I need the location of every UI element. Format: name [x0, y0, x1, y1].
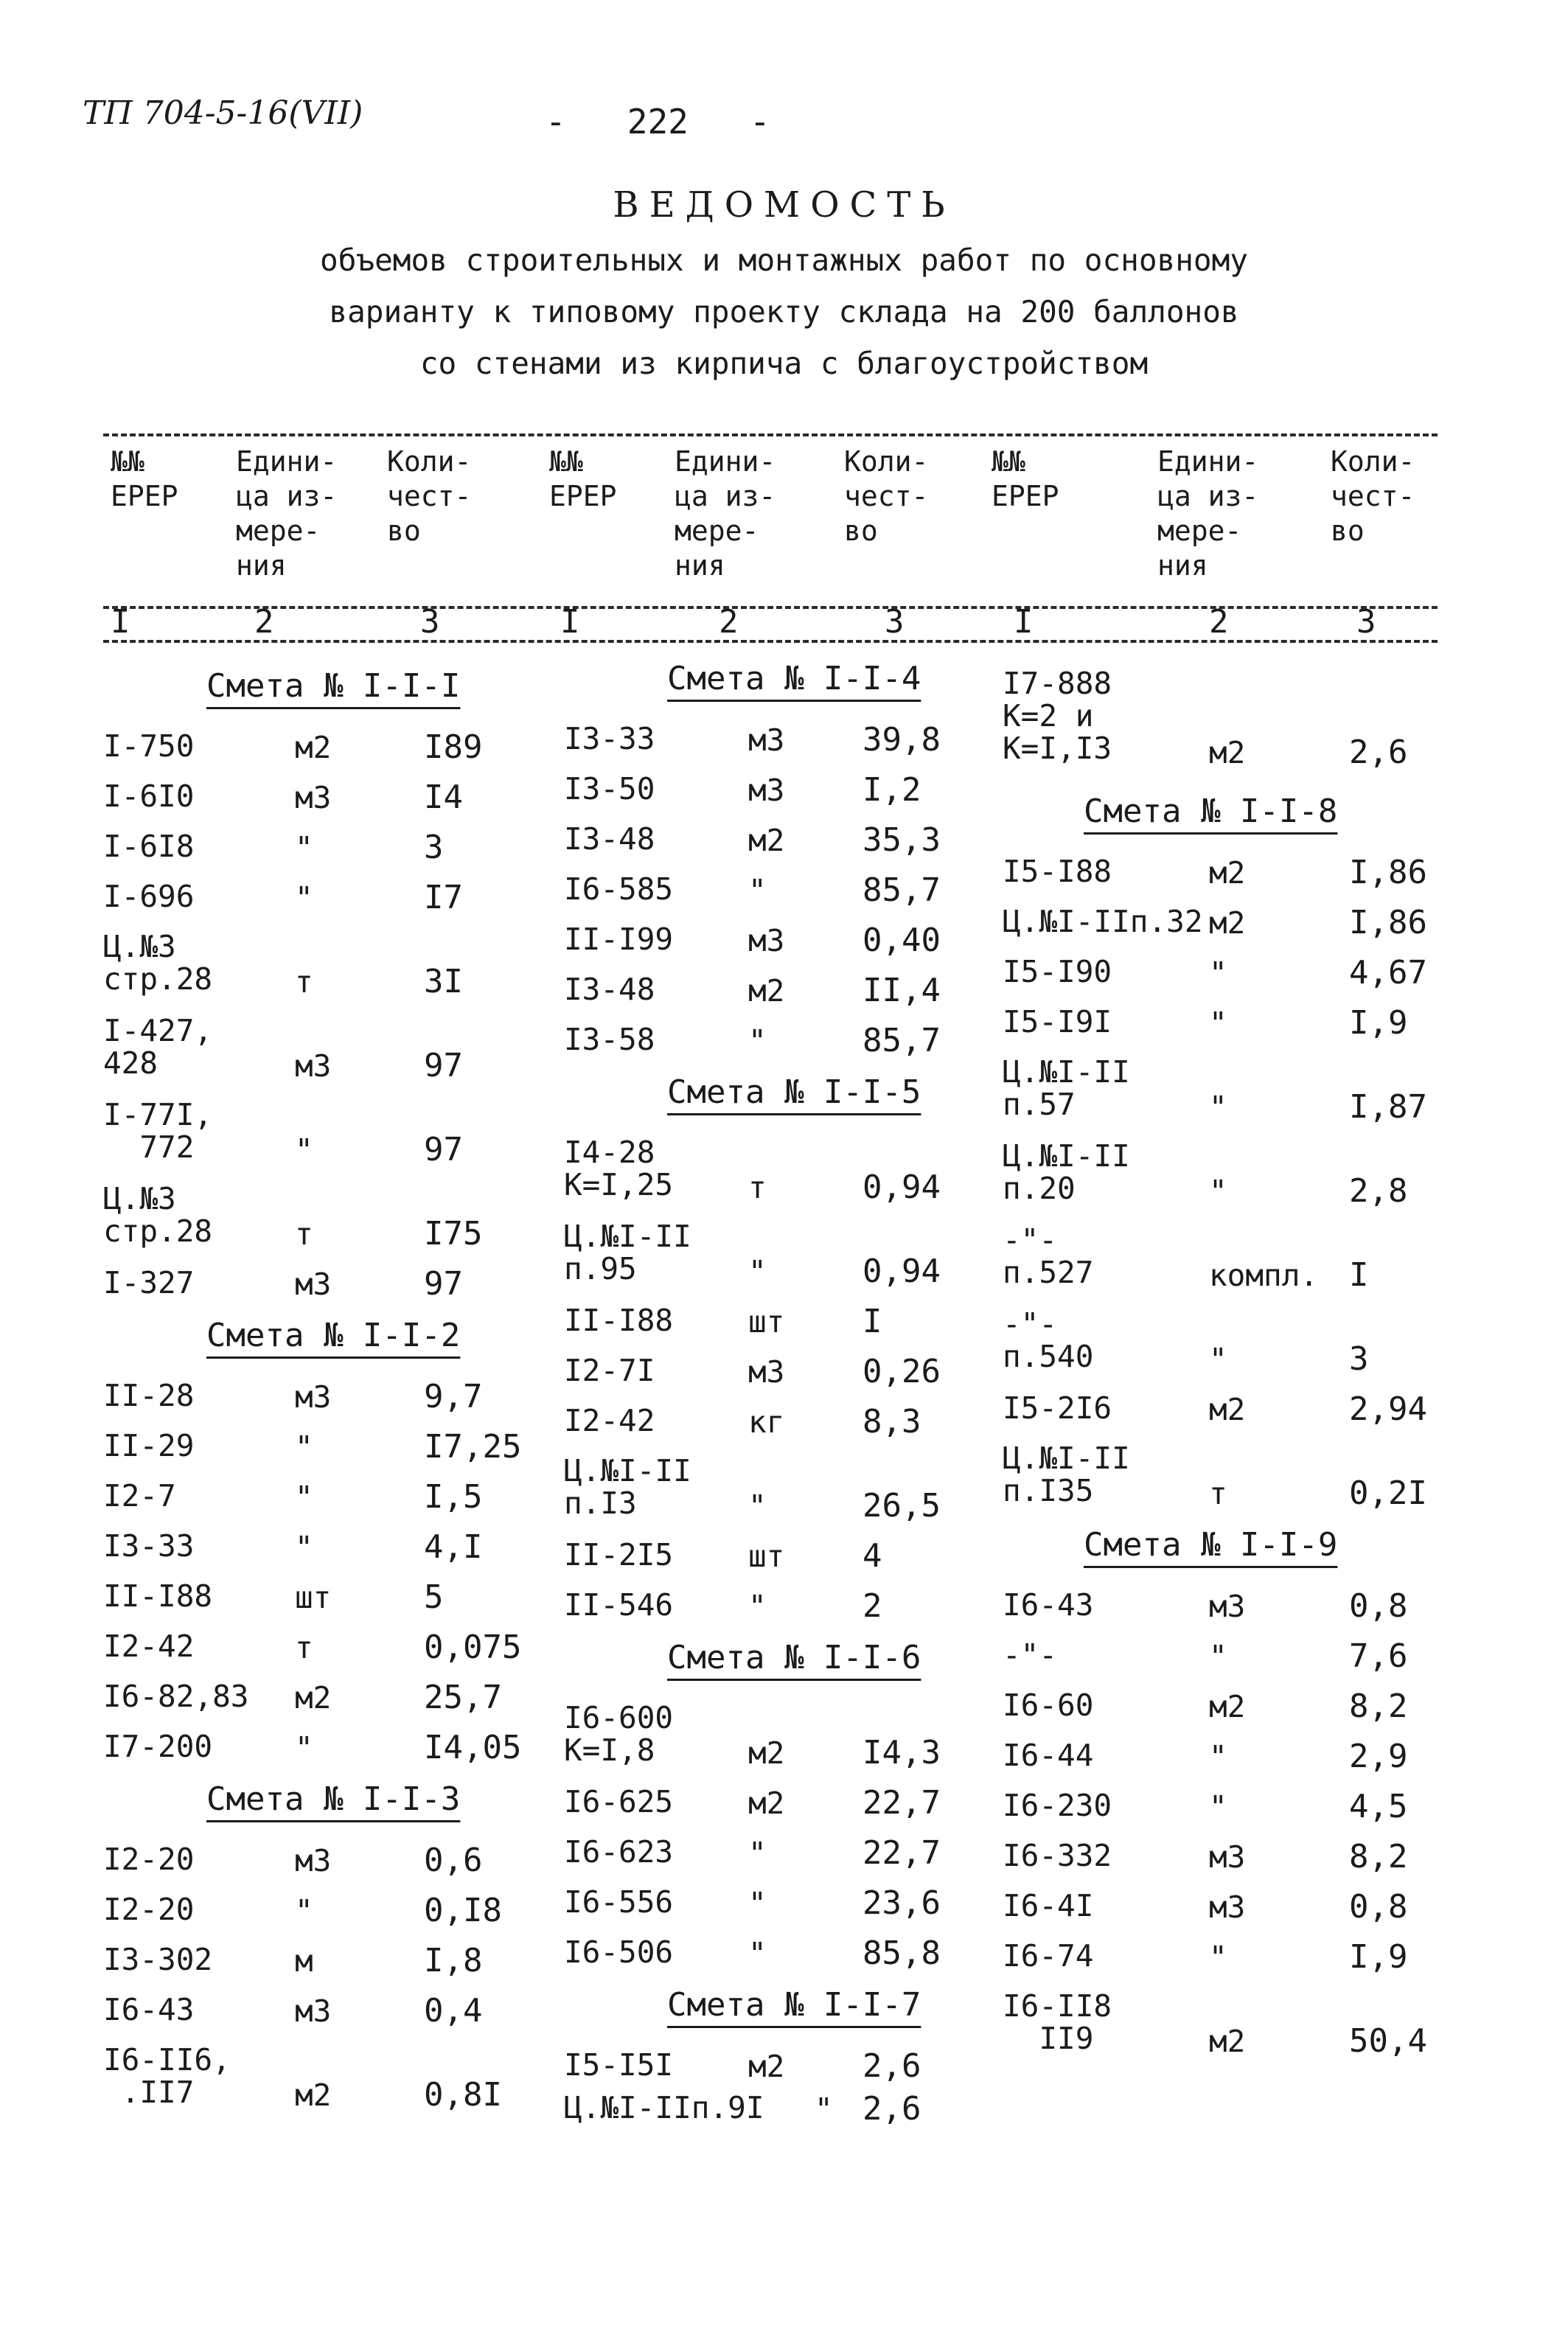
row-quantity: I: [1349, 1256, 1369, 1294]
row-unit: ": [1209, 955, 1227, 991]
header-mid-rule: [103, 606, 1438, 609]
row-unit: т: [295, 964, 313, 1000]
row-unit: ": [748, 1023, 767, 1059]
row-code: I6-43: [103, 1992, 195, 2027]
row-unit: м2: [295, 730, 332, 765]
row-quantity: 0,26: [863, 1353, 941, 1390]
row-quantity: 0,40: [863, 922, 941, 959]
section-title: Смета № I-I-5: [667, 1073, 921, 1111]
row-code: I6-625: [564, 1784, 674, 1819]
row-code: I2-7I: [564, 1353, 655, 1388]
row-unit: м3: [748, 1354, 785, 1390]
row-quantity: 2,6: [1349, 734, 1408, 771]
row-unit: т: [295, 1216, 313, 1252]
section-title: Смета № I-I-7: [667, 1986, 921, 2024]
section-title: Смета № I-I-I: [206, 667, 461, 705]
row-code: I6-4I: [1003, 1888, 1094, 1923]
row-code: I6-II6, .II7: [103, 2042, 231, 2110]
header-unit: Едини- ца из- мере- ния: [675, 445, 776, 582]
row-code: I5-I90: [1003, 954, 1112, 989]
row-unit: ": [295, 1893, 313, 1929]
header-unit: Едини- ца из- мере- ния: [1157, 445, 1259, 582]
row-quantity: I75: [424, 1215, 483, 1253]
header-bottom-rule: [103, 640, 1438, 643]
page-number-value: 222: [627, 102, 689, 142]
row-unit: м: [295, 1943, 313, 1979]
column-number: I: [1014, 603, 1034, 641]
row-quantity: 26,5: [863, 1487, 941, 1525]
row-code: I6-623: [564, 1834, 674, 1870]
header-top-rule: [103, 433, 1438, 436]
row-code: I5-2I6: [1003, 1390, 1112, 1426]
row-code: I3-48: [564, 821, 655, 857]
row-quantity: 2,94: [1349, 1390, 1427, 1428]
row-unit: м3: [295, 780, 332, 815]
row-quantity: 2,6: [863, 2090, 921, 2128]
row-unit: м2: [1209, 2024, 1246, 2059]
header-code: №№ ЕРЕР: [111, 445, 178, 512]
row-code: Ц.№I-II п.I35: [1003, 1441, 1130, 1508]
row-quantity: 0,075: [424, 1629, 522, 1666]
row-quantity: I,5: [424, 1478, 483, 1516]
row-code: II-I99: [564, 922, 674, 957]
column-number: I: [560, 603, 580, 641]
row-unit: м2: [748, 973, 785, 1009]
row-unit: ": [1209, 1940, 1227, 1975]
row-unit: ": [295, 1730, 313, 1766]
row-quantity: 0,94: [863, 1168, 941, 1206]
row-unit: т: [1209, 1476, 1227, 1511]
row-quantity: 8,3: [863, 1403, 921, 1441]
row-quantity: 3I: [424, 963, 463, 1000]
row-code: -"- п.540: [1003, 1306, 1094, 1374]
section-title: Смета № I-I-2: [206, 1317, 461, 1354]
row-unit: ": [815, 2091, 833, 2127]
row-quantity: 0,8: [1349, 1888, 1408, 1926]
header-unit: Едини- ца из- мере- ния: [236, 445, 338, 582]
document-code: ТП 704-5-16(VII): [83, 94, 363, 132]
row-unit: ": [295, 880, 313, 916]
row-unit: м3: [1209, 1589, 1246, 1624]
row-unit: м3: [1209, 1839, 1246, 1875]
row-code: I3-33: [103, 1528, 195, 1564]
row-quantity: I,87: [1349, 1088, 1427, 1126]
row-unit: ": [1209, 1006, 1227, 1041]
row-unit: шт: [748, 1539, 785, 1574]
row-code: I6-585: [564, 871, 674, 907]
row-quantity: 4,67: [1349, 954, 1427, 992]
row-code: Ц.№I-II п.I3: [564, 1453, 691, 1521]
row-quantity: 23,6: [863, 1884, 941, 1922]
row-unit: ": [748, 1836, 767, 1871]
row-unit: ": [1209, 1739, 1227, 1774]
row-unit: ": [1209, 1090, 1227, 1125]
row-unit: м2: [748, 1735, 785, 1771]
row-code: -"- п.527: [1003, 1222, 1094, 1290]
row-quantity: 0,I8: [424, 1892, 502, 1929]
row-unit: ": [295, 1530, 313, 1565]
row-code: I6-74: [1003, 1938, 1094, 1974]
row-code: I-6I0: [103, 779, 195, 814]
row-unit: м2: [295, 2077, 332, 2113]
row-unit: м3: [1209, 1889, 1246, 1925]
row-quantity: 2,6: [863, 2047, 921, 2085]
section-title: Смета № I-I-4: [667, 660, 921, 697]
row-quantity: 2,8: [1349, 1172, 1408, 1210]
header-code: №№ ЕРЕР: [992, 445, 1059, 512]
header-qty: Коли- чест- во: [1331, 445, 1415, 547]
row-unit: ": [295, 1132, 313, 1168]
row-quantity: 2,9: [1349, 1738, 1408, 1775]
row-quantity: 97: [424, 1131, 463, 1168]
row-unit: м3: [295, 1379, 332, 1415]
row-quantity: I,2: [863, 771, 921, 809]
row-quantity: I4,05: [424, 1729, 522, 1766]
row-unit: м3: [295, 1267, 332, 1302]
row-quantity: 3: [424, 829, 444, 866]
row-quantity: 4,5: [1349, 1788, 1408, 1825]
row-unit: ": [748, 1254, 767, 1289]
row-quantity: 97: [424, 1047, 463, 1084]
row-unit: компл.: [1209, 1258, 1319, 1293]
row-code: I-77I, 772: [103, 1097, 213, 1165]
row-quantity: 4: [863, 1537, 882, 1575]
section-title: Смета № I-I-9: [1084, 1526, 1338, 1564]
row-unit: м3: [295, 1048, 332, 1084]
row-unit: м2: [1209, 735, 1246, 770]
column-number: 3: [885, 603, 905, 641]
row-quantity: 85,7: [863, 871, 941, 909]
row-code: II-546: [564, 1587, 674, 1623]
row-unit: ": [295, 830, 313, 865]
row-code: I2-20: [103, 1892, 195, 1927]
row-unit: ": [748, 1936, 767, 1971]
row-unit: м2: [748, 823, 785, 858]
row-quantity: I: [863, 1303, 882, 1340]
row-quantity: 22,7: [863, 1784, 941, 1822]
column-number: 2: [719, 603, 739, 641]
row-code: I2-20: [103, 1842, 195, 1877]
row-unit: м3: [748, 923, 785, 958]
row-code: I5-I5I: [564, 2047, 674, 2083]
row-code: I3-33: [564, 721, 655, 756]
row-quantity: 9,7: [424, 1378, 483, 1415]
row-quantity: 85,8: [863, 1934, 941, 1972]
row-code: Ц.№I-II п.95: [564, 1219, 691, 1286]
row-quantity: I4: [424, 779, 463, 816]
row-quantity: I7,25: [424, 1428, 522, 1466]
row-code: I-427, 428: [103, 1013, 213, 1081]
subtitle-line: объемов строительных и монтажных работ по основному: [320, 243, 1248, 278]
row-code: I6-60: [1003, 1688, 1094, 1723]
row-quantity: 0,4: [424, 1992, 483, 2030]
row-quantity: I,9: [1349, 1004, 1408, 1042]
row-quantity: I4,3: [863, 1734, 941, 1772]
row-quantity: I,9: [1349, 1938, 1408, 1976]
row-unit: ": [295, 1429, 313, 1465]
row-quantity: 25,7: [424, 1679, 502, 1716]
row-code: Ц.№3 стр.28: [103, 929, 213, 997]
row-quantity: 22,7: [863, 1834, 941, 1872]
row-quantity: 4,I: [424, 1528, 483, 1566]
row-unit: ": [748, 1488, 767, 1524]
row-code: -"-: [1003, 1637, 1058, 1673]
header-code: №№ ЕРЕР: [549, 445, 617, 512]
row-unit: ": [748, 1886, 767, 1921]
row-quantity: 0,6: [424, 1842, 483, 1879]
column-number: 2: [254, 603, 274, 641]
section-title: Смета № I-I-3: [206, 1780, 461, 1818]
row-code: I2-42: [103, 1629, 195, 1664]
row-quantity: 8,2: [1349, 1688, 1408, 1725]
row-quantity: 39,8: [863, 721, 941, 759]
row-code: I6-43: [1003, 1587, 1094, 1623]
row-unit: ": [748, 1589, 767, 1624]
row-quantity: 97: [424, 1265, 463, 1303]
row-code: Ц.№3 стр.28: [103, 1181, 213, 1249]
row-unit: шт: [748, 1304, 785, 1340]
row-quantity: 0,2I: [1349, 1474, 1427, 1512]
row-code: II-I88: [103, 1578, 213, 1614]
row-unit: кг: [748, 1404, 785, 1440]
row-quantity: I,86: [1349, 904, 1427, 941]
row-quantity: I,8: [424, 1942, 483, 1979]
row-code: I6-556: [564, 1884, 674, 1920]
subtitle-line: варианту к типовому проекту склада на 200 баллонов: [329, 294, 1239, 330]
row-quantity: II,4: [863, 972, 941, 1009]
row-unit: ": [295, 1480, 313, 1515]
section-title: Смета № I-I-8: [1084, 793, 1338, 830]
row-unit: м2: [1209, 1689, 1246, 1724]
row-code: Ц.№I-II п.20: [1003, 1138, 1130, 1206]
column-number: 2: [1209, 603, 1229, 641]
column-number: I: [111, 603, 130, 641]
row-unit: м2: [1209, 855, 1246, 891]
row-code: I4-28 К=I,25: [564, 1135, 674, 1202]
row-code: I-750: [103, 728, 195, 764]
header-qty: Коли- чест- во: [844, 445, 929, 547]
row-quantity: 0,94: [863, 1253, 941, 1290]
row-quantity: 0,8I: [424, 2076, 502, 2114]
row-code: I7-200: [103, 1729, 213, 1764]
row-unit: ": [1209, 1174, 1227, 1209]
row-code: I6-506: [564, 1934, 674, 1970]
row-code: I5-I88: [1003, 854, 1112, 889]
row-code: I3-58: [564, 1022, 655, 1057]
row-quantity: 0,8: [1349, 1587, 1408, 1625]
row-quantity: I89: [424, 728, 483, 766]
row-quantity: 7,6: [1349, 1637, 1408, 1675]
row-code: I-6I8: [103, 829, 195, 864]
row-code: Ц.№I-IIп.32: [1003, 904, 1203, 939]
column-number: 3: [1356, 603, 1376, 641]
row-code: I5-I9I: [1003, 1004, 1112, 1039]
row-unit: т: [295, 1630, 313, 1665]
row-unit: м3: [748, 773, 785, 808]
row-unit: м3: [295, 1843, 332, 1878]
row-unit: ": [1209, 1342, 1227, 1377]
row-code: Ц.№I-IIп.9I: [564, 2090, 764, 2125]
row-quantity: I7: [424, 879, 463, 916]
row-unit: ": [1209, 1789, 1227, 1825]
row-code: I-696: [103, 879, 195, 914]
row-unit: шт: [295, 1580, 332, 1615]
header-qty: Коли- чест- во: [387, 445, 472, 547]
row-unit: м2: [748, 1786, 785, 1821]
row-unit: м3: [295, 1993, 332, 2029]
page-number: - 222 -: [546, 102, 770, 142]
row-code: I6-82,83: [103, 1679, 249, 1714]
row-code: II-28: [103, 1378, 195, 1413]
row-quantity: 50,4: [1349, 2022, 1427, 2060]
row-code: Ц.№I-II п.57: [1003, 1054, 1130, 1122]
row-unit: т: [748, 1170, 767, 1205]
row-unit: м2: [1209, 905, 1246, 941]
row-code: II-2I5: [564, 1537, 674, 1572]
row-unit: м2: [1209, 1392, 1246, 1427]
row-quantity: 35,3: [863, 821, 941, 859]
row-quantity: 3: [1349, 1340, 1369, 1378]
row-quantity: 5: [424, 1578, 444, 1616]
section-title: Смета № I-I-6: [667, 1639, 921, 1676]
row-code: I3-302: [103, 1942, 213, 1977]
row-code: I2-42: [564, 1403, 655, 1438]
row-code: II-I88: [564, 1303, 674, 1338]
row-code: I3-50: [564, 771, 655, 807]
row-code: I6-II8 II9: [1003, 1988, 1112, 2056]
row-code: I6-230: [1003, 1788, 1112, 1823]
row-quantity: 85,7: [863, 1022, 941, 1059]
row-quantity: 2: [863, 1587, 882, 1625]
row-code: I6-44: [1003, 1738, 1094, 1773]
row-unit: м3: [748, 722, 785, 758]
row-code: I2-7: [103, 1478, 176, 1514]
row-code: I-327: [103, 1265, 195, 1300]
row-code: I6-600 К=I,8: [564, 1700, 674, 1768]
row-quantity: I,86: [1349, 854, 1427, 891]
page-title: ВЕДОМОСТЬ: [613, 184, 955, 226]
row-code: I3-48: [564, 972, 655, 1007]
row-unit: ": [1209, 1639, 1227, 1674]
row-unit: ": [748, 873, 767, 908]
row-unit: м2: [748, 2049, 785, 2084]
column-number: 3: [420, 603, 440, 641]
row-quantity: 8,2: [1349, 1838, 1408, 1875]
subtitle-line: со стенами из кирпича с благоустройством: [419, 346, 1149, 381]
row-code: I6-332: [1003, 1838, 1112, 1873]
row-code: I7-888 К=2 и К=I,I3: [1003, 666, 1112, 766]
row-unit: м2: [295, 1680, 332, 1716]
row-code: II-29: [103, 1428, 195, 1463]
